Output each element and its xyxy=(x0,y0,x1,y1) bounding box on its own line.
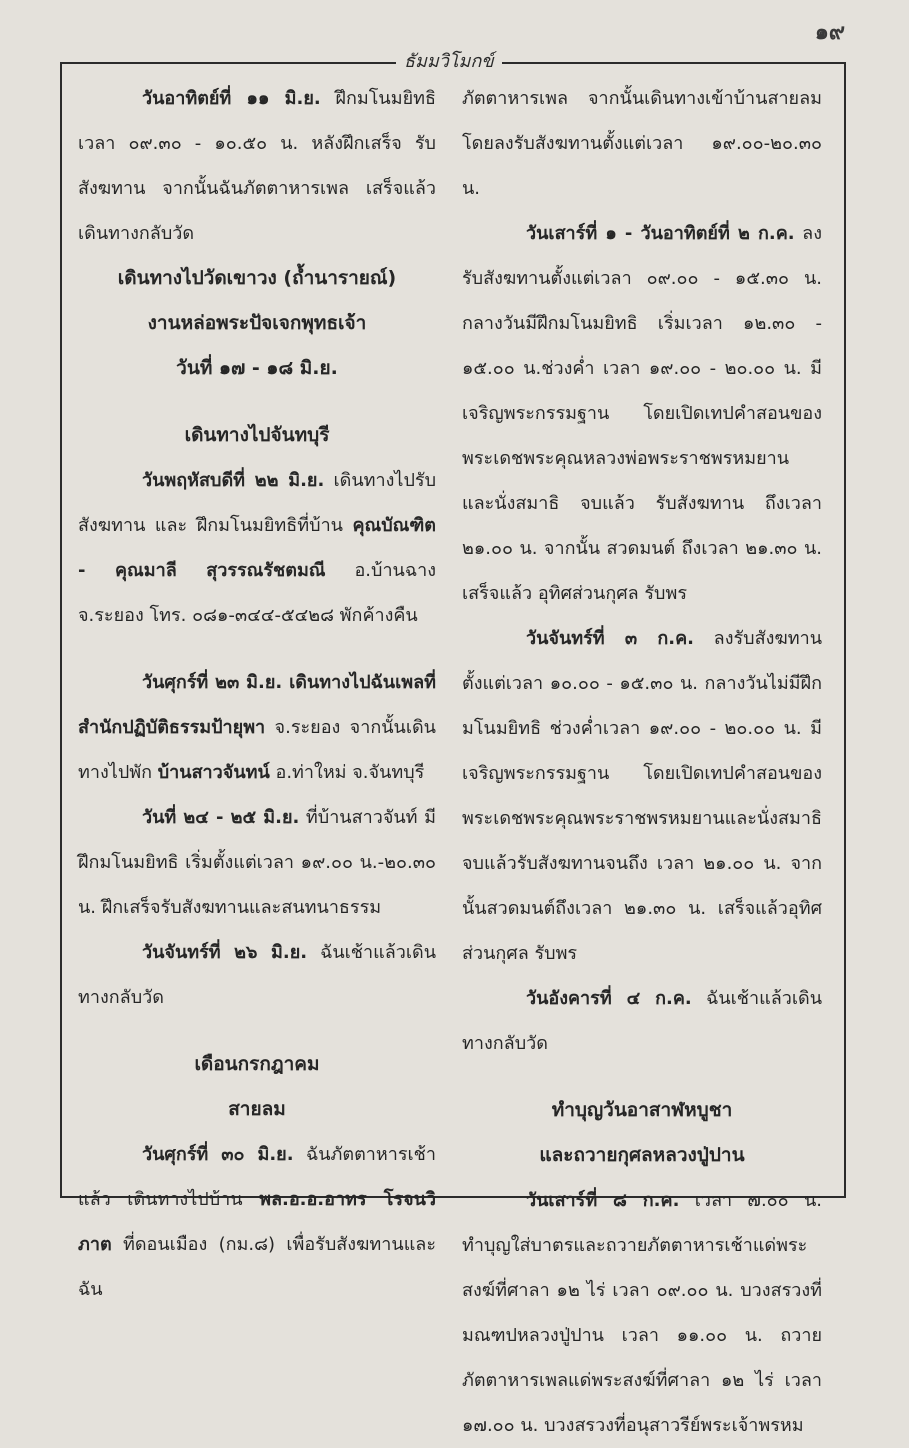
paragraph-jul-3 xyxy=(462,616,822,976)
section-heading: ทำบุญวันอาสาฬหบูชา xyxy=(551,1099,733,1121)
paragraph-text: เดินทางไปรับสังฆทาน และ ฝึกมโนมยิทธิที่บ้าน xyxy=(78,470,437,536)
paragraph-text: ฉันเช้าแล้วเดินทางกลับวัด xyxy=(78,942,436,1008)
date-heading: วันเสาร์ที่ ๘ ก.ค. xyxy=(526,1190,680,1211)
date-heading: วันอาทิตย์ที่ ๑๑ มิ.ย. xyxy=(142,88,321,109)
date-heading: วันเสาร์ที่ ๑ - วันอาทิตย์ที่ ๒ ก.ค. xyxy=(526,223,795,244)
left-column xyxy=(78,76,436,1312)
paragraph-jul-1-2 xyxy=(462,211,822,616)
paragraph-jun-30 xyxy=(78,1132,436,1312)
date-heading: วันศุกร์ที่ ๒๓ มิ.ย. เดินทางไปฉันเพลที่สำนักปฏิบัติธรรมป้ายุพา xyxy=(78,672,436,738)
paragraph-text: ฝึกมโนมยิทธิ เวลา ๐๙.๓๐ - ๑๐.๕๐ น. หลังฝึกเสร็จ รับสังฆทาน จากนั้นฉันภัตตาหารเพล เสร็จแล้วเดินทางกลับวัด xyxy=(78,88,436,244)
paragraph-text: ที่บ้านสาวจันท์ มีฝึกมโนมยิทธิ เริ่มตั้งแต่เวลา ๑๙.๐๐ น.-๒๐.๓๐ น. ฝึกเสร็จรับสังฆทานและสนทนาธรรม xyxy=(78,807,436,918)
paragraph-continued: ภัตตาหารเพล จากนั้นเดินทางเข้าบ้านสายลม โดยลงรับสังฆทานตั้งแต่เวลา ๑๙.๐๐-๒๐.๓๐ น. xyxy=(462,88,822,199)
paragraph-text: ฉันภัตตาหารเช้าแล้ว เดินทางไปบ้าน xyxy=(78,1144,436,1210)
paragraph-text: ที่ดอนเมือง (กม.๘) เพื่อรับสังฆทานและฉัน xyxy=(78,1234,436,1300)
section-heading: เดินทางไปจันทบุรี xyxy=(184,424,330,446)
date-heading: วันที่ ๒๔ - ๒๕ มิ.ย. xyxy=(142,807,300,828)
date-heading: วันอังคารที่ ๔ ก.ค. xyxy=(526,988,692,1009)
location-heading: สายลม xyxy=(228,1098,286,1120)
paragraph-text: จ.ระยอง จากนั้นเดินทางไปพัก xyxy=(78,717,436,783)
host-name: พล.อ.อ.อาทร โรจนวิภาต xyxy=(78,1189,436,1255)
section-heading: และถวายกุศลหลวงปู่ปาน xyxy=(539,1144,745,1166)
paragraph-text: ลงรับสังฆทาน ตั้งแต่เวลา ๑๐.๐๐ - ๑๕.๓๐ น. กลางวันไม่มีฝึกมโนมยิทธิ ช่วงค่ำเวลา ๑๙.๐๐ - ๒๐.๐๐ น. มีเจริญพระกรรมฐาน โดยเปิดเทปคำสอนของพระเดชพระคุณพระราชพรหมยานและนั่งสมาธิ จบแล้วรับสังฆทานจนถึง เวลา ๒๑.๐๐ น. จากนั้นสวดมนต์ถึงเวลา ๒๑.๓๐ น. เสร็จแล้วอุทิศส่วนกุศล รับพร xyxy=(462,628,823,964)
paragraph-text: เวลา ๗.๐๐ น. ทำบุญใส่บาตรและถวายภัตตาหารเช้าแด่พระสงฆ์ที่ศาลา ๑๒ ไร่ เวลา ๐๙.๐๐ น. บวงสรวงที่มณฑปหลวงปู่ปาน เวลา ๑๑.๐๐ น. ถวายภัตตาหารเพลแด่พระสงฆ์ที่ศาลา ๑๒ ไร่ เวลา ๑๗.๐๐ น. บวงสรวงที่อนุสาวรีย์พระเจ้าพรหม xyxy=(462,1190,822,1436)
paragraph-text: ฉันเช้าแล้วเดินทางกลับวัด xyxy=(462,988,822,1054)
section-heading: วันที่ ๑๗ - ๑๘ มิ.ย. xyxy=(176,357,338,379)
paragraph-jun-11 xyxy=(78,76,436,256)
paragraph-jul-4 xyxy=(462,976,822,1066)
page-number: ๑๙ xyxy=(814,20,845,45)
paragraph-jun-23 xyxy=(78,660,436,795)
place-name: บ้านสาวจันทน์ xyxy=(157,762,270,783)
section-heading: งานหล่อพระปัจเจกพุทธเจ้า xyxy=(147,312,367,334)
paragraph-jun-22 xyxy=(78,458,436,638)
paragraph-text: ลงรับสังฆทานตั้งแต่เวลา ๐๙.๐๐ - ๑๕.๓๐ น. กลางวันมีฝึกมโนมยิทธิ เริ่มเวลา ๑๒.๓๐ - ๑๕.๐๐ น.ช่วงค่ำ เวลา ๑๙.๐๐ - ๒๐.๐๐ น. มีเจริญพระกรรมฐาน โดยเปิดเทปคำสอนของพระเดชพระคุณหลวงพ่อพระราชพรหมยาน และนั่งสมาธิ จบแล้ว รับสังฆทาน ถึงเวลา ๒๑.๐๐ น. จากนั้น สวดมนต์ ถึงเวลา ๒๑.๓๐ น. เสร็จแล้ว อุทิศส่วนกุศล รับพร xyxy=(462,223,822,604)
paragraph-text: อ.ท่าใหม่ จ.จันทบุรี xyxy=(269,762,425,783)
paragraph-jun-24-25 xyxy=(78,795,436,930)
paragraph-jun-26 xyxy=(78,930,436,1020)
date-heading: วันศุกร์ที่ ๓๐ มิ.ย. xyxy=(142,1144,294,1165)
paragraph-jul-8 xyxy=(462,1178,822,1448)
host-name: คุณบัณฑิต - คุณมาลี สุวรรณรัชตมณี xyxy=(78,515,436,581)
right-column xyxy=(462,76,822,1448)
paragraph-text: อ.บ้านฉาง จ.ระยอง โทร. ๐๘๑-๓๔๔-๕๔๒๘ พักค้างคืน xyxy=(78,560,437,626)
date-heading: วันจันทร์ที่ ๓ ก.ค. xyxy=(526,628,695,649)
section-heading: เดินทางไปวัดเขาวง (ถ้ำนารายณ์) xyxy=(117,267,397,289)
date-heading: วันพฤหัสบดีที่ ๒๒ มิ.ย. xyxy=(142,470,325,491)
date-heading: วันจันทร์ที่ ๒๖ มิ.ย. xyxy=(142,942,308,963)
month-heading: เดือนกรกฎาคม xyxy=(194,1053,320,1075)
running-header: ธัมมวิโมกข์ xyxy=(396,46,502,75)
